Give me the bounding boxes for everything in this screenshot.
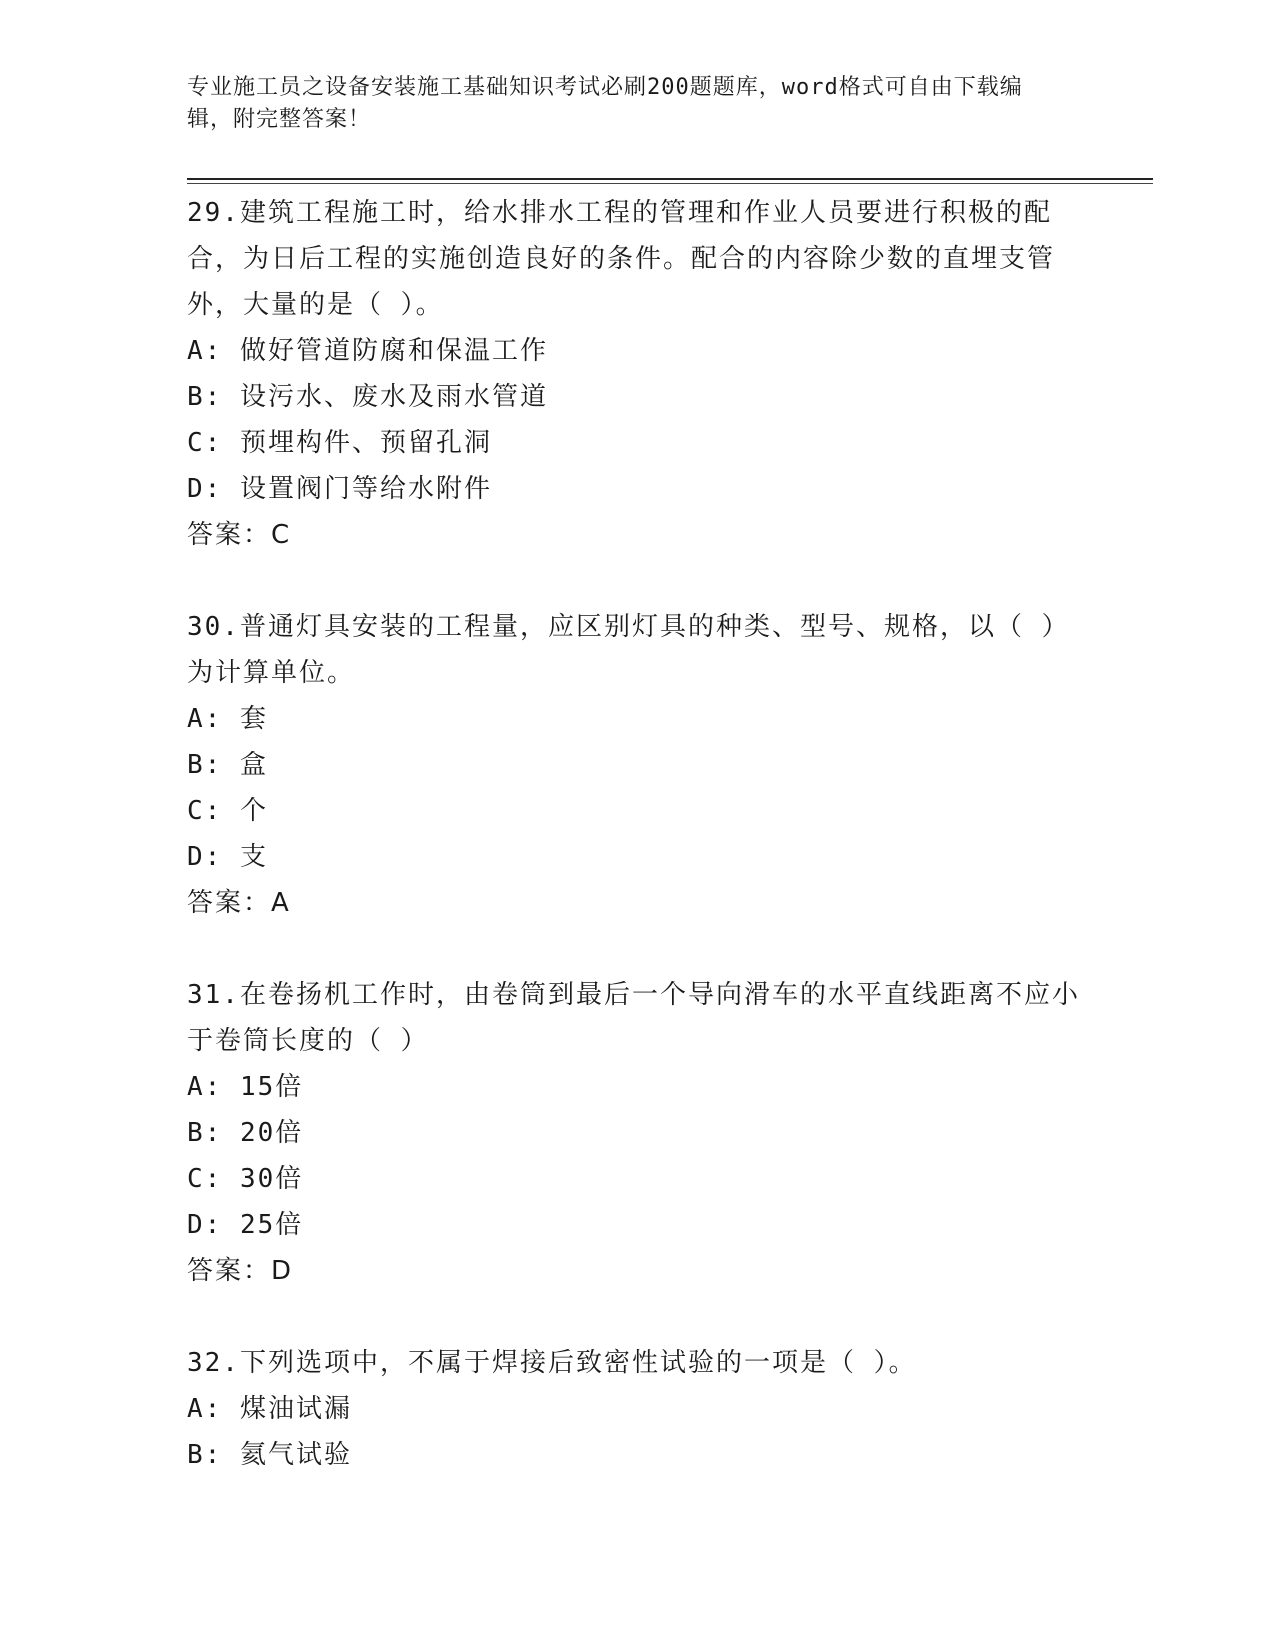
answer-line: 答案：A xyxy=(187,888,291,918)
question-29 xyxy=(187,190,1087,558)
option-b: B: 氦气试验 xyxy=(187,1440,352,1470)
question-32 xyxy=(187,1340,1087,1478)
question-stem: 31.在卷扬机工作时，由卷筒到最后一个导向滑车的水平直线距离不应小于卷筒长度的（ ） xyxy=(187,980,1080,1056)
option-d: D: 支 xyxy=(187,842,268,872)
header-divider-thick xyxy=(187,178,1153,180)
question-list xyxy=(187,190,1087,1524)
header-divider-thin xyxy=(187,183,1153,184)
question-stem: 32.下列选项中，不属于焊接后致密性试验的一项是（ ）。 xyxy=(187,1348,917,1378)
option-d: D: 25倍 xyxy=(187,1210,304,1240)
option-c: C: 30倍 xyxy=(187,1164,304,1194)
answer-line: 答案：D xyxy=(187,1256,294,1286)
question-31 xyxy=(187,972,1087,1294)
option-a: A: 做好管道防腐和保温工作 xyxy=(187,336,548,366)
answer-line: 答案：C xyxy=(187,520,292,550)
question-stem: 29.建筑工程施工时，给水排水工程的管理和作业人员要进行积极的配合，为日后工程的实施创造良好的条件。配合的内容除少数的直埋支管外，大量的是（ ）。 xyxy=(187,198,1056,320)
option-b: B: 盒 xyxy=(187,750,268,780)
question-stem: 30.普通灯具安装的工程量，应区别灯具的种类、型号、规格，以（ ）为计算单位。 xyxy=(187,612,1070,688)
option-b: B: 20倍 xyxy=(187,1118,304,1148)
option-b: B: 设污水、废水及雨水管道 xyxy=(187,382,548,412)
option-a: A: 煤油试漏 xyxy=(187,1394,352,1424)
option-c: C: 预埋构件、预留孔洞 xyxy=(187,428,492,458)
option-c: C: 个 xyxy=(187,796,268,826)
option-a: A: 套 xyxy=(187,704,268,734)
option-a: A: 15倍 xyxy=(187,1072,304,1102)
option-d: D: 设置阀门等给水附件 xyxy=(187,474,492,504)
question-30 xyxy=(187,604,1087,926)
document-header: 专业施工员之设备安装施工基础知识考试必刷200题题库，word格式可自由下载编辑，附完整答案！ xyxy=(187,75,1023,132)
